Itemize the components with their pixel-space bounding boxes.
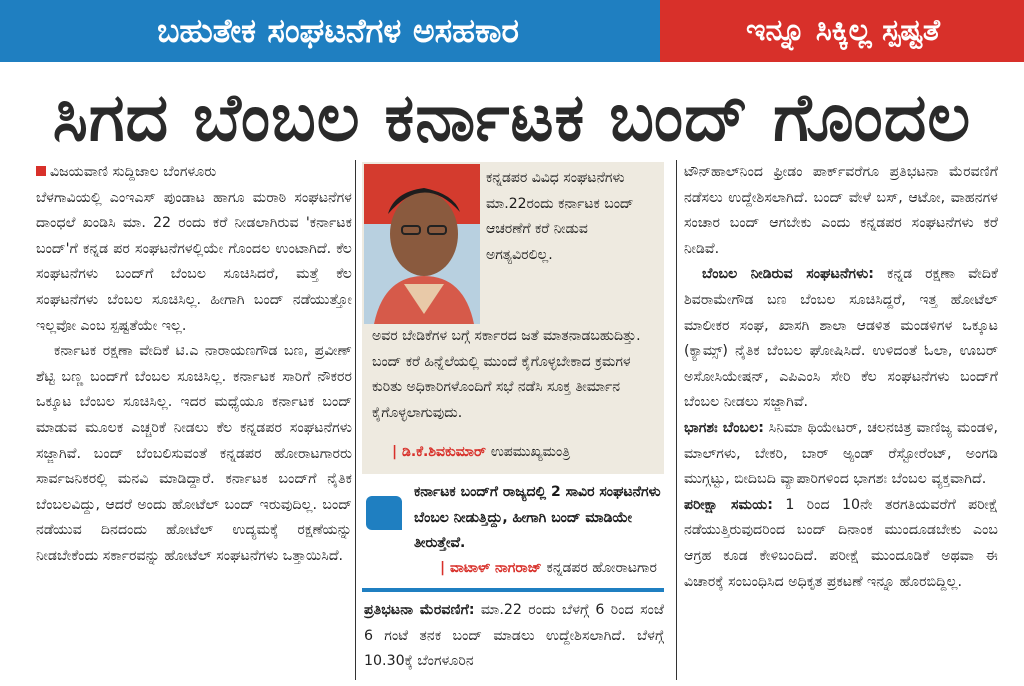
quote-vatal-name: ವಾಟಾಳ್ ನಾಗರಾಜ್: [450, 560, 542, 576]
quote-dks-role: ಉಪಮುಖ್ಯಮಂತ್ರಿ: [490, 444, 571, 460]
column-rule: [355, 160, 356, 680]
quote-mark-icon: [366, 496, 402, 530]
subhead-procession: ಪ್ರತಿಭಟನಾ ಮೆರವಣಿಗೆ:: [364, 602, 475, 618]
subhead-supporters: ಬೆಂಬಲ ನೀಡಿರುವ ಸಂಘಟನೆಗಳು:: [702, 266, 874, 283]
portrait-illustration: [364, 164, 480, 324]
section-divider: [362, 588, 664, 592]
quote-dks-name: ಡಿ.ಕೆ.ಶಿವಕುಮಾರ್: [402, 444, 486, 460]
dateline: ವಿಜಯವಾಣಿ ಸುದ್ದಿಜಾಲ ಬೆಂಗಳೂರು: [50, 164, 217, 180]
paragraph-1: ಬೆಳಗಾವಿಯಲ್ಲಿ ಎಂಇಎಸ್ ಪುಂಡಾಟ ಹಾಗೂ ಮರಾಠಿ ಸಂಘಟನೆಗಳ ದಾಂಧಲೆ ಖಂಡಿಸಿ ಮಾ. 22 ರಂದು ಕರೆ ನೀಡಲಾಗಿರುವ 'ಕರ್ನಾಟಕ ಬಂದ್'ಗೆ ಕನ್ನಡ ಪರ ಸಂಘಟನೆಗಳಲ್ಲಿಯೇ ಗೊಂದಲ ಉಂಟಾಗಿದೆ. ಕೆಲ ಸಂಘಟನೆಗಳು ಬಂದ್‌ಗೆ ಬೆಂಬಲ ಸೂಚಿಸಿದರೆ, ಮತ್ತೆ ಕೆಲ ಸಂಘಟನೆಗಳು ಬೆಂಬಲ ಸೂಚಿಸಿಲ್ಲ. ಹೀಗಾಗಿ ಬಂದ್ ನಡೆಯುತ್ತೋ ಇಲ್ಲವೋ ಎಂಬ ಸ್ಪಷ್ಟತೆಯೇ ಇಲ್ಲ.: [36, 189, 352, 334]
headline: ಸಿಗದ ಬೆಂಬಲ ಕರ್ನಾಟಕ ಬಂದ್ ಗೊಂದಲ: [52, 79, 972, 156]
banner-right: [660, 0, 1024, 62]
quote-vatal-role: ಕನ್ನಡಪರ ಹೋರಾಟಗಾರ: [546, 560, 657, 576]
right-paragraph-1: ಟೌನ್‌ಹಾಲ್‌ನಿಂದ ಫ್ರೀಡಂ ಪಾರ್ಕ್‌ವರೆಗೂ ಪ್ರತಿಭಟನಾ ಮೆರವಣಿಗೆ ನಡೆಸಲು ಉದ್ದೇಶಿಸಲಾಗಿದೆ. ಬಂದ್ ವೇಳೆ ಬಸ್, ಆಟೋ, ವಾಹನಗಳ ಸಂಚಾರ ಬಂದ್ ಆಗಬೇಕು ಎಂದು ಕನ್ನಡಪರ ಸಂಘಟನೆಗಳು ಕರೆ ನೀಡಿವೆ.: [684, 164, 998, 257]
partial-text: ಸಿನಿಮಾ ಥಿಯೇಟರ್, ಚಲನಚಿತ್ರ ವಾಣಿಜ್ಯ ಮಂಡಳಿ, ಮಾಲ್‌ಗಳು, ಬೇಕರಿ, ಬಾರ್ ಅ್ಯಂಡ್ ರೆಸ್ಟೋರೆಂಟ್, ಅಂಗಡಿ ಮುಗ್ಗಟ್ಟು, ಬೀದಿಬದಿ ವ್ಯಾಪಾರಿಗಳಿಂದ ಭಾಗಶಃ ಬೆಂಬಲ ವ್ಯಕ್ತವಾಗಿದೆ.: [684, 419, 998, 488]
column-left: [36, 160, 352, 680]
banner-left: [0, 0, 660, 62]
exam-text: 1 ರಿಂದ 10ನೇ ತರಗತಿಯವರೆಗೆ ಪರೀಕ್ಷೆ ನಡೆಯುತ್ತಿರುವುದರಿಂದ ಬಂದ್ ದಿನಾಂಕ ಮುಂದೂಡಬೇಕು ಎಂಬ ಆಗ್ರಹ ಕೂಡ ಕೇಳಿಬಂದಿದೆ. ಪರೀಕ್ಷೆ ಮುಂದೂಡಿಕೆ ಅಥವಾ ಈ ವಿಚಾರಕ್ಕೆ ಸಂಬಂಧಿಸಿದ ಅಧಿಕೃತ ಪ್ರಕಟಣೆ ಇನ್ನೂ ಹೊರಬಿದ್ದಿಲ್ಲ.: [684, 496, 998, 590]
column-right: [684, 160, 998, 680]
subhead-partial: ಭಾಗಶಃ ಬೆಂಬಲ:: [684, 419, 764, 436]
procession-text: ಮಾ.22 ರಂದು ಬೆಳಗ್ಗೆ 6 ರಿಂದ ಸಂಜೆ 6 ಗಂಟೆ ತನಕ ಬಂದ್ ಮಾಡಲು ಉದ್ದೇಶಿಸಲಾಗಿದೆ. ಬೆಳಗ್ಗೆ 10.30ಕ್ಕೆ ಬೆಂಗಳೂರಿನ: [364, 602, 664, 670]
quote-vatal-text: ಕರ್ನಾಟಕ ಬಂದ್‌ಗೆ ರಾಜ್ಯದಲ್ಲಿ 2 ಸಾವಿರ ಸಂಘಟನೆಗಳು ಬೆಂಬಲ ನೀಡುತ್ತಿದ್ದು, ಹೀಗಾಗಿ ಬಂದ್ ಮಾಡಿಯೇ ತೀರುತ್ತೇವೆ.: [414, 484, 661, 551]
supporters-text: ಕನ್ನಡ ರಕ್ಷಣಾ ವೇದಿಕೆ ಶಿವರಾಮೇಗೌಡ ಬಣ ಬೆಂಬಲ ಸೂಚಿಸಿದ್ದರೆ, ಇತ್ತ ಹೋಟೆಲ್ ಮಾಲೀಕರ ಸಂಘ, ಖಾಸಗಿ ಶಾಲಾ ಆಡಳಿತ ಮಂಡಳಿಗಳ ಒಕ್ಕೂಟ (ಕ್ಯಾಮ್ಸ್) ನೈತಿಕ ಬೆಂಬಲ ಘೋಷಿಸಿದೆ. ಉಳಿದಂತೆ ಓಲಾ, ಊಬರ್ ಅಸೋಸಿಯೇಷನ್, ಎಪಿಎಂಸಿ ಸೇರಿ ಕೆಲ ಸಂಘಟನೆಗಳು ಬಂದ್‌ಗೆ ಬೆಂಬಲ ನೀಡಲು ಸಜ್ಜಾಗಿವೆ.: [684, 266, 998, 411]
dateline-marker: [36, 166, 46, 176]
quote-vatal-credit: | ವಾಟಾಳ್ ನಾಗರಾಜ್ ಕನ್ನಡಪರ ಹೋರಾಟಗಾರ: [440, 560, 657, 576]
banner-right-text: ಇನ್ನೂ ಸಿಕ್ಕಿಲ್ಲ ಸ್ಪಷ್ಟತೆ: [746, 13, 940, 48]
quote-box-dks: [362, 162, 664, 474]
column-middle-text: [364, 598, 664, 684]
subhead-exam: ಪರೀಕ್ಷಾ ಸಮಯ:: [684, 496, 773, 513]
banner-left-text: ಬಹುತೇಕ ಸಂಘಟನೆಗಳ ಅಸಹಕಾರ: [157, 11, 519, 50]
portrait-photo: [364, 164, 480, 324]
quote-dks-long: ಅವರ ಬೇಡಿಕೆಗಳ ಬಗ್ಗೆ ಸರ್ಕಾರದ ಜತೆ ಮಾತನಾಡಬಹುದಿತ್ತು. ಬಂದ್ ಕರೆ ಹಿನ್ನೆಲೆಯಲ್ಲಿ ಮುಂದೆ ಕೈಗೊಳ್ಳಬೇಕಾದ ಕ್ರಮಗಳ ಕುರಿತು ಅಧಿಕಾರಿಗಳೊಂದಿಗೆ ಸಭೆ ನಡೆಸಿ ಸೂಕ್ತ ತೀರ್ಮಾನ ಕೈಗೊಳ್ಳಲಾಗುವುದು.: [372, 328, 641, 421]
paragraph-2: ಕರ್ನಾಟಕ ರಕ್ಷಣಾ ವೇದಿಕೆ ಟಿ.ಎ ನಾರಾಯಣಗೌಡ ಬಣ, ಪ್ರವೀಣ್ ಶೆಟ್ಟಿ ಬಣ್ಣ ಬಂದ್‌ಗೆ ಬೆಂಬಲ ಸೂಚಿಸಿಲ್ಲ. ಕರ್ನಾಟಕ ಸಾರಿಗೆ ನೌಕರರ ಒಕ್ಕೂಟ ಬೆಂಬಲ ಸೂಚಿಸಿಲ್ಲ. ಇದರ ಮಧ್ಯೆಯೂ ಕರ್ನಾಟಕ ಬಂದ್ ಮಾಡುವ ಮೂಲಕ ಎಚ್ಚರಿಕೆ ನೀಡಲು ಕೆಲ ಕನ್ನಡಪರ ಸಂಘಟನೆಗಳು ಸಜ್ಜಾಗಿವೆ. ಬಂದ್ ಬೆಂಬಲಿಸುವಂತೆ ಕನ್ನಡಪರ ಹೋರಾಟಗಾರರು ಸಾರ್ವಜನಿಕರಲ್ಲಿ ಮನವಿ ಮಾಡಿದ್ದಾರೆ. ಕರ್ನಾಟಕ ಬಂದ್‌ಗೆ ನೈತಿಕ ಬೆಂಬಲವಿದ್ದು, ಆದರೆ ಅಂದು ಹೋಟೆಲ್ ಬಂದ್ ಇರುವುದಿಲ್ಲ. ಬಂದ್ ನಡೆಯುವ ದಿನದಂದು ಹೋಟೆಲ್ ಉದ್ಯಮಕ್ಕೆ ರಕ್ಷಣೆಯನ್ನು ನೀಡಬೇಕೆಂದು ಸರ್ಕಾರವನ್ನು ಹೋಟೆಲ್ ಸಂಘಟನೆಗಳು ಒತ್ತಾಯಿಸಿದೆ.: [36, 343, 352, 564]
column-rule: [676, 160, 677, 680]
quote-dks-short: ಕನ್ನಡಪರ ವಿವಿಧ ಸಂಘಟನೆಗಳು ಮಾ.22ರಂದು ಕರ್ನಾಟಕ ಬಂದ್ ಆಚರಣೆಗೆ ಕರೆ ನೀಡುವ ಅಗತ್ಯವಿರಲಿಲ್ಲ.: [486, 170, 634, 263]
quote-dks-credit: | ಡಿ.ಕೆ.ಶಿವಕುಮಾರ್ ಉಪಮುಖ್ಯಮಂತ್ರಿ: [392, 444, 571, 460]
